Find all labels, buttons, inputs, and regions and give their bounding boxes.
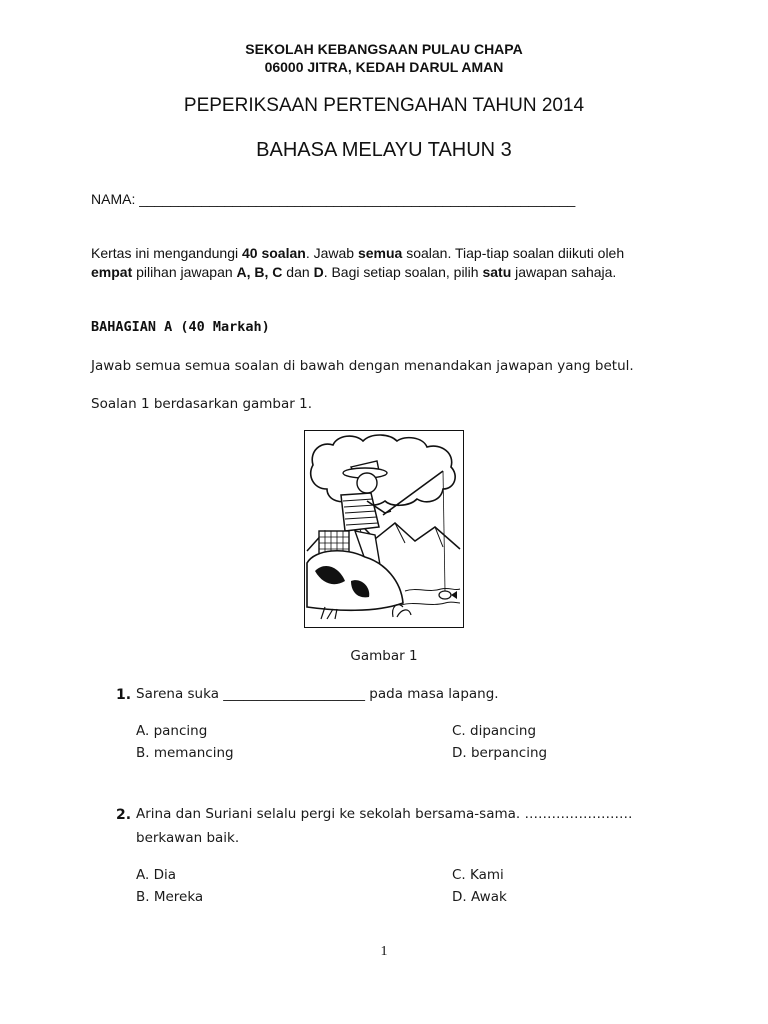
name-field — [91, 191, 575, 207]
figure-caption: Gambar 1 — [350, 648, 418, 664]
section-heading: BAHAGIAN A (40 Markah) — [91, 319, 270, 335]
question-2-option-b[interactable]: B. Mereka — [136, 889, 204, 905]
instr-text: pilihan jawapan — [132, 264, 237, 280]
section-directive: Jawab semua semua soalan di bawah dengan menandakan jawapan yang betul. — [91, 358, 634, 374]
question-2-option-c[interactable]: C. Kami — [452, 867, 504, 883]
question-1-option-a[interactable]: A. pancing — [136, 723, 208, 739]
instr-text: soalan. Tiap-tiap soalan diikuti oleh — [402, 245, 625, 261]
instr-text: dan — [282, 264, 314, 280]
instr-bold: 40 soalan — [242, 245, 306, 261]
subject-title: BAHASA MELAYU TAHUN 3 — [256, 139, 512, 161]
instr-text: Kertas ini mengandungi — [91, 245, 242, 261]
instr-bold: A, B, C — [236, 264, 283, 280]
question-1-option-d[interactable]: D. berpancing — [452, 745, 548, 761]
exam-title: PEPERIKSAAN PERTENGAHAN TAHUN 2014 — [183, 95, 585, 116]
instr-text: . Bagi setiap soalan, pilih — [323, 264, 483, 280]
question-1-option-c[interactable]: C. dipancing — [452, 723, 537, 739]
question-2-text: Arina dan Suriani selalu pergi ke sekolah bersama-sama. …………………… — [136, 806, 633, 822]
instr-bold: satu — [482, 264, 512, 280]
question-1-option-b[interactable]: B. memancing — [136, 745, 234, 761]
question-number: 1. — [116, 687, 132, 703]
school-name: SEKOLAH KEBANGSAAN PULAU CHAPA — [245, 41, 523, 57]
instructions — [91, 244, 691, 282]
fishing-boy-illustration — [305, 431, 462, 626]
question-number: 2. — [116, 807, 132, 823]
question-1-text: Sarena suka _____________________ pada masa lapang. — [136, 686, 499, 702]
figure-image — [304, 430, 464, 628]
question-2 — [116, 806, 131, 824]
page-number: 1 — [380, 944, 388, 959]
question-1 — [116, 686, 131, 704]
figure-intro: Soalan 1 berdasarkan gambar 1. — [91, 396, 312, 412]
school-address: 06000 JITRA, KEDAH DARUL AMAN — [264, 59, 504, 75]
instr-bold: D — [313, 264, 324, 280]
instr-bold: empat — [91, 264, 133, 280]
question-2-option-d[interactable]: D. Awak — [452, 889, 507, 905]
name-label: NAMA: — [91, 191, 136, 207]
name-blank: ________________________________________________________ — [139, 191, 576, 207]
instr-bold: semua — [357, 245, 403, 261]
instr-text: jawapan sahaja. — [511, 264, 617, 280]
question-2-option-a[interactable]: A. Dia — [136, 867, 176, 883]
question-2-text-continued: berkawan baik. — [136, 830, 240, 846]
instr-text: . Jawab — [305, 245, 358, 261]
